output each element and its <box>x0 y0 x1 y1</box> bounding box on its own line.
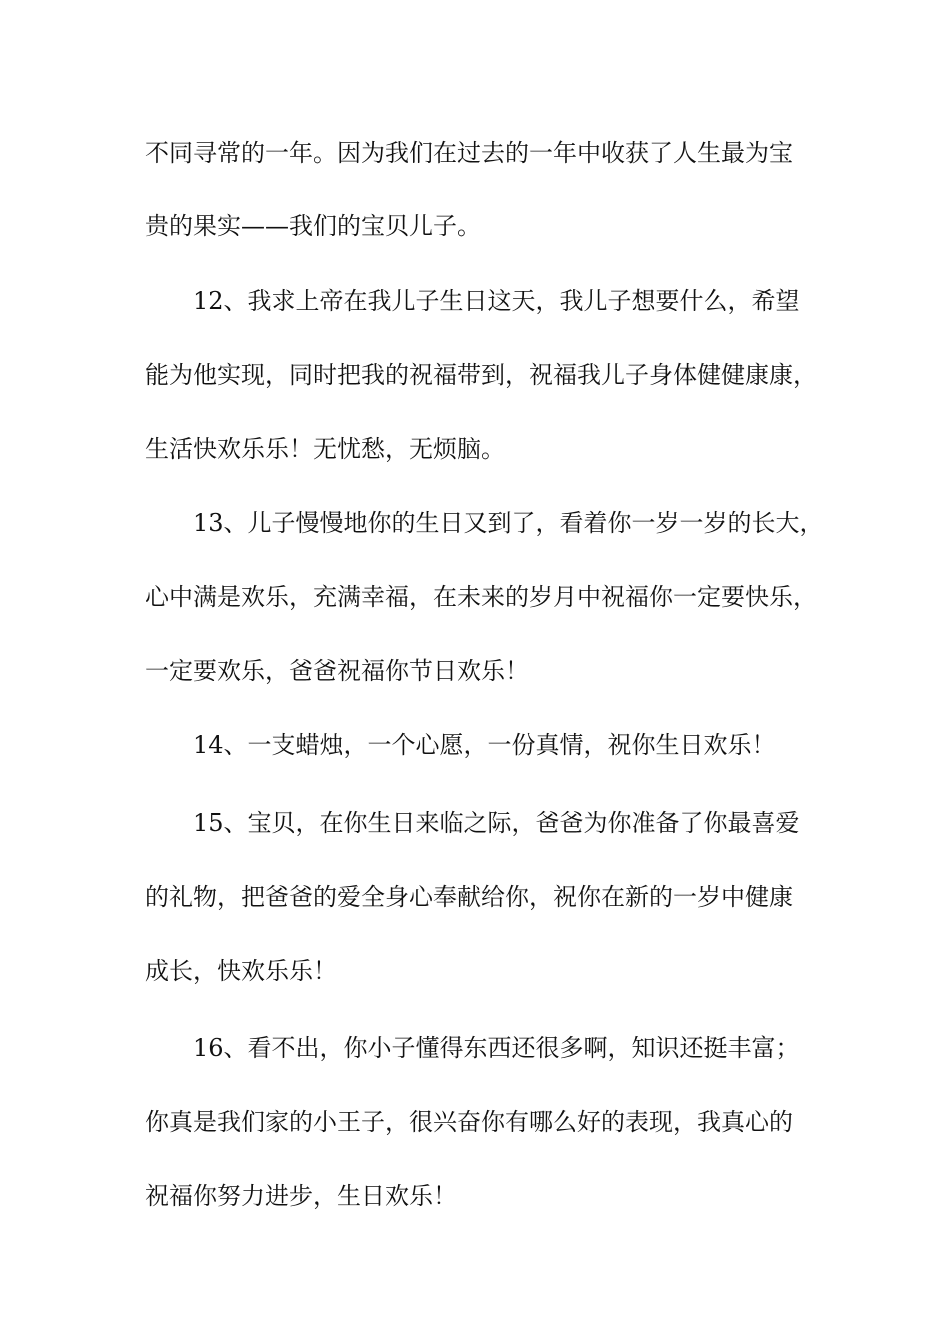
text-line: 15、宝贝，在你生日来临之际，爸爸为你准备了你最喜爱 <box>193 809 800 837</box>
text-line: 一定要欢乐，爸爸祝福你节日欢乐！ <box>145 657 529 685</box>
text-line: 生活快欢乐乐！无忧愁，无烦脑。 <box>145 435 505 463</box>
text-line: 你真是我们家的小王子，很兴奋你有哪么好的表现，我真心的 <box>145 1108 793 1136</box>
text-line: 心中满是欢乐，充满幸福，在未来的岁月中祝福你一定要快乐， <box>145 583 817 611</box>
text-line: 能为他实现，同时把我的祝福带到，祝福我儿子身体健健康康， <box>145 361 817 389</box>
text-line: 贵的果实——我们的宝贝儿子。 <box>145 212 481 240</box>
text-line: 不同寻常的一年。因为我们在过去的一年中收获了人生最为宝 <box>145 139 793 167</box>
text-line: 12、我求上帝在我儿子生日这天，我儿子想要什么，希望 <box>193 287 800 315</box>
text-line: 14、一支蜡烛，一个心愿，一份真情，祝你生日欢乐！ <box>193 731 776 759</box>
text-line: 13、儿子慢慢地你的生日又到了，看着你一岁一岁的长大， <box>193 509 824 537</box>
text-line: 16、看不出，你小子懂得东西还很多啊，知识还挺丰富； <box>193 1034 800 1062</box>
text-line: 祝福你努力进步，生日欢乐！ <box>145 1182 457 1210</box>
text-line: 成长，快欢乐乐！ <box>145 957 337 985</box>
text-line: 的礼物，把爸爸的爱全身心奉献给你，祝你在新的一岁中健康 <box>145 883 793 911</box>
